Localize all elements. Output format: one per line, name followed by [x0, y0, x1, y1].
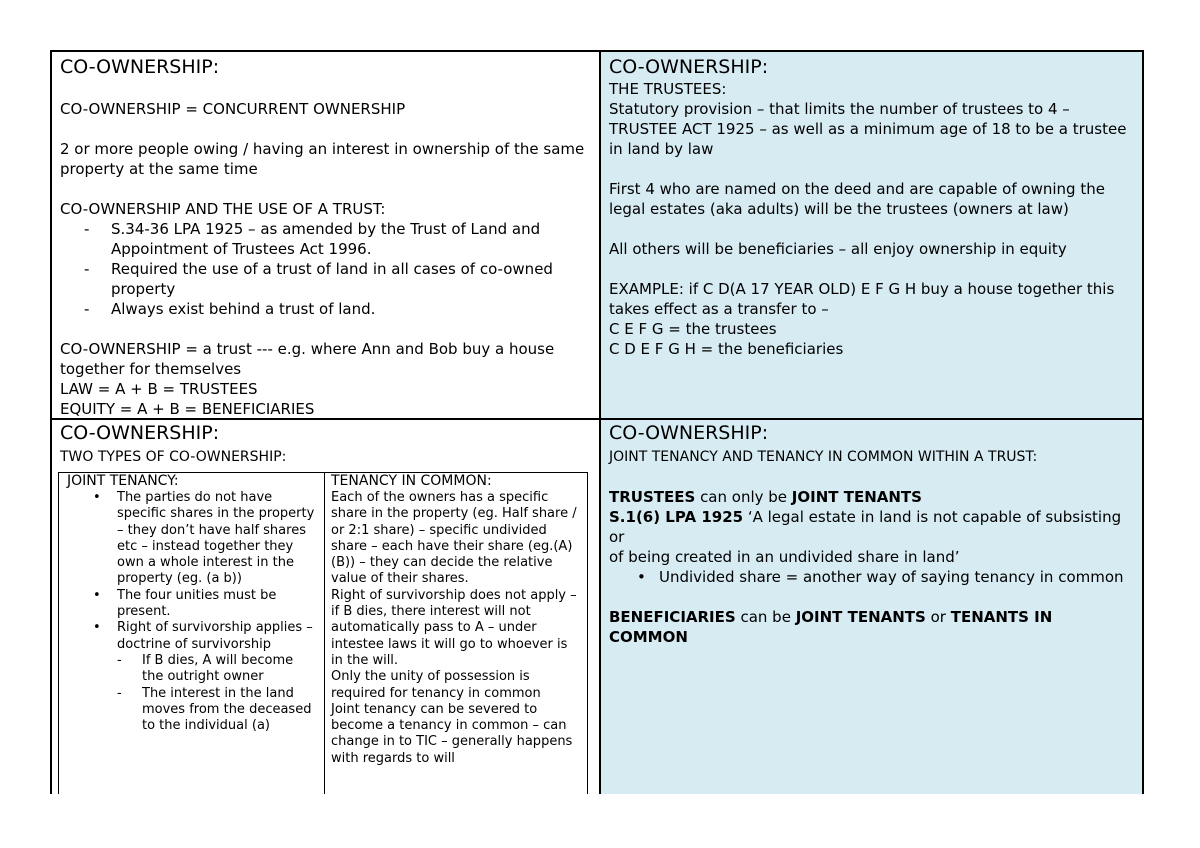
- cell-tenancy-within-trust: [599, 418, 1142, 794]
- bold-term: JOINT TENANTS: [795, 608, 926, 626]
- list-item: • Right of survivorship applies – doctrine of survivorship: [91, 620, 318, 653]
- cell-co-ownership-basics: [52, 52, 599, 418]
- cell-subtitle: TWO TYPES OF CO-OWNERSHIP:: [60, 449, 287, 465]
- cell-title: CO-OWNERSHIP:: [60, 422, 220, 444]
- statutory-paragraph: Statutory provision – that limits the number of trustees to 4 – TRUSTEE ACT 1925 – as well as a minimum age of 18 to be a trustee in land by law: [609, 100, 1127, 158]
- cell-two-types: [52, 418, 599, 794]
- trustees-line: C E F G = the trustees: [609, 320, 777, 338]
- bold-term: S.1(6) LPA 1925: [609, 508, 744, 526]
- list-item: - The interest in the land moves from the deceased to the individual (a): [117, 686, 318, 735]
- cell-title: CO-OWNERSHIP:: [609, 56, 769, 78]
- trust-points-list: [60, 219, 591, 319]
- equity-line: EQUITY = A + B = BENEFICIARIES: [60, 400, 315, 418]
- common-paragraph: Joint tenancy can be severed to become a tenancy in common – can change in to TIC – generally happens with regards to will: [331, 701, 573, 766]
- list-item: - Required the use of a trust of land in all cases of co-owned property: [84, 259, 591, 299]
- cell-title: CO-OWNERSHIP:: [60, 56, 220, 78]
- common-paragraph: Only the unity of possession is required for tenancy in common: [331, 669, 541, 701]
- trust-heading: CO-OWNERSHIP AND THE USE OF A TRUST:: [60, 200, 386, 218]
- bold-term: BENEFICIARIES: [609, 608, 736, 626]
- tenancy-in-common-column: [325, 473, 587, 794]
- list-item: • Undivided share = another way of saying tenancy in common: [635, 567, 1134, 587]
- column-heading: JOINT TENANCY:: [67, 473, 179, 489]
- joint-tenancy-column: [59, 473, 325, 794]
- definition-paragraph: 2 or more people owing / having an interest in ownership of the same property at the same time: [60, 140, 585, 178]
- example-paragraph: CO-OWNERSHIP = a trust --- e.g. where Ann and Bob buy a house together for themselves: [60, 340, 555, 378]
- definition-line: CO-OWNERSHIP = CONCURRENT OWNERSHIP: [60, 100, 406, 118]
- comparison-table: [58, 472, 588, 794]
- bold-term: TRUSTEES: [609, 488, 696, 506]
- list-item: - If B dies, A will become the outright owner: [117, 653, 318, 686]
- undivided-share-list: [609, 567, 1134, 587]
- survivorship-sublist: [67, 653, 318, 734]
- statute-line: [609, 507, 1134, 547]
- example-paragraph: EXAMPLE: if C D(A 17 YEAR OLD) E F G H buy a house together this takes effect as a transfer to –: [609, 280, 1115, 318]
- cell-the-trustees: [599, 52, 1142, 418]
- list-item: - Always exist behind a trust of land.: [84, 299, 591, 319]
- common-paragraph: Right of survivorship does not apply – if B dies, there interest will not automatically pass to A – under intestee laws it will go to whoever is in the will.: [331, 587, 577, 668]
- common-paragraph: Each of the owners has a specific share in the property (eg. Half share / or 2:1 share) – specific undivided share – each have their share (eg.(A) (B)) – they can decide the relative value of their shares.: [331, 490, 577, 587]
- list-item: - S.34-36 LPA 1925 – as amended by the Trust of Land and Appointment of Trustees Act 1996.: [84, 219, 591, 259]
- cell-subtitle: JOINT TENANCY AND TENANCY IN COMMON WITHIN A TRUST:: [609, 449, 1038, 465]
- revision-sheet: [50, 50, 1144, 794]
- column-heading: TENANCY IN COMMON:: [331, 473, 492, 489]
- bold-term: JOINT TENANTS: [791, 488, 922, 506]
- text-span: can only be: [695, 488, 792, 506]
- beneficiaries-paragraph: All others will be beneficiaries – all enjoy ownership in equity: [609, 240, 1067, 258]
- cell-subtitle: THE TRUSTEES:: [609, 80, 727, 98]
- joint-tenancy-list: [67, 490, 318, 653]
- first-four-paragraph: First 4 who are named on the deed and are capable of owning the legal estates (aka adults) will be the trustees (owners at law): [609, 180, 1105, 218]
- list-item: • The parties do not have specific shares in the property – they don’t have half shares etc – instead together they own a whole interest in the property (eg. (a b)): [91, 490, 318, 588]
- cell-title: CO-OWNERSHIP:: [609, 422, 769, 444]
- beneficiaries-line: C D E F G H = the beneficiaries: [609, 340, 844, 358]
- statute-line-continued: of being created in an undivided share in land’: [609, 548, 960, 566]
- beneficiaries-line: [609, 607, 1134, 647]
- bold-term: TENANTS IN COMMON: [609, 608, 1053, 646]
- text-span: can be: [735, 608, 796, 626]
- trustees-line: [609, 487, 1134, 507]
- list-item: • The four unities must be present.: [91, 588, 318, 621]
- text-span: or: [925, 608, 951, 626]
- law-line: LAW = A + B = TRUSTEES: [60, 380, 258, 398]
- text-span: ‘A legal estate in land is not capable of subsisting or: [609, 508, 1122, 546]
